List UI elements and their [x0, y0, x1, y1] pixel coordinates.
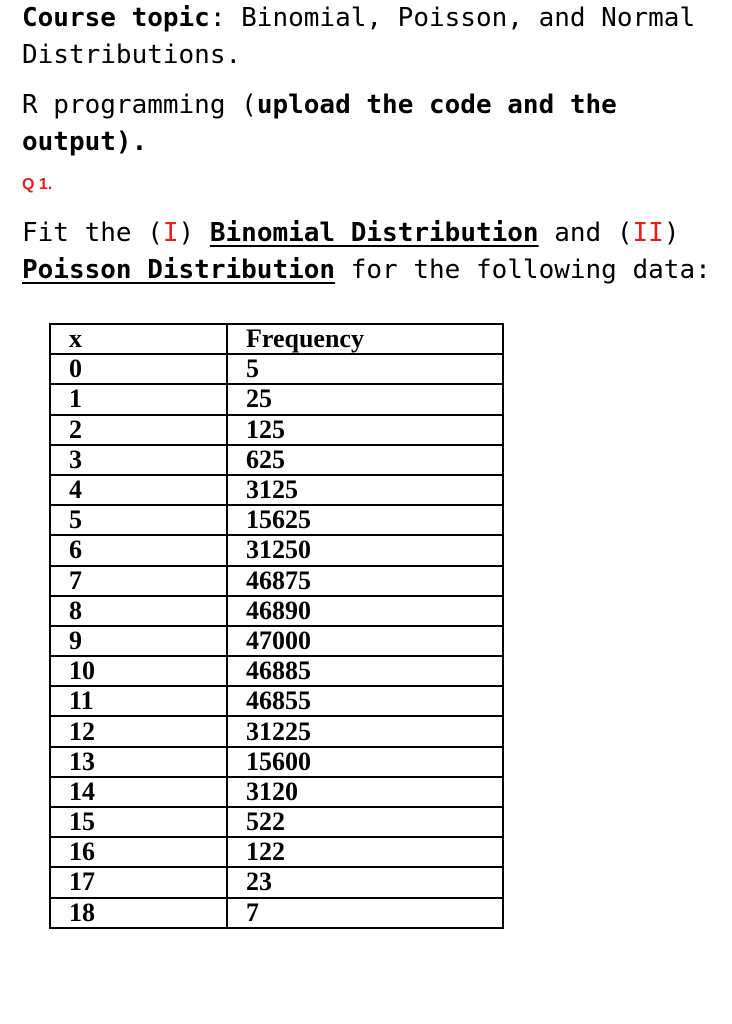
- table-row: [50, 445, 503, 475]
- cell-frequency: 7: [227, 898, 503, 928]
- table-row: [50, 777, 503, 807]
- cell-x: 17: [50, 867, 227, 897]
- question-line-2: [22, 252, 711, 289]
- r-programming-prefix: R programming (: [22, 90, 257, 120]
- question-and-text: and (: [538, 218, 633, 248]
- question-fit-text: Fit the (: [22, 218, 163, 248]
- table-row: [50, 837, 503, 867]
- table-header-row: [50, 324, 503, 354]
- cell-x: 0: [50, 354, 227, 384]
- question-rest-text: for the following data:: [335, 255, 711, 285]
- r-programming-instruction-2: output): [22, 127, 132, 157]
- cell-x: 3: [50, 445, 227, 475]
- cell-x: 2: [50, 415, 227, 445]
- cell-frequency: 46885: [227, 656, 503, 686]
- cell-x: 4: [50, 475, 227, 505]
- course-topic-label: Course topic: [22, 3, 210, 33]
- frequency-table-body: [50, 324, 503, 928]
- frequency-table: [49, 323, 504, 929]
- poisson-distribution-term: Poisson Distribution: [22, 255, 336, 285]
- table-row: [50, 596, 503, 626]
- course-topic-line-2: [22, 37, 241, 74]
- table-row: [50, 535, 503, 565]
- table-row: [50, 747, 503, 777]
- cell-frequency: 15600: [227, 747, 503, 777]
- cell-frequency: 46890: [227, 596, 503, 626]
- cell-frequency: 46855: [227, 686, 503, 716]
- table-row: [50, 898, 503, 928]
- course-topic-line-1: [22, 0, 695, 37]
- table-row: [50, 384, 503, 414]
- cell-x: 11: [50, 686, 227, 716]
- course-topic-text: : Binomial, Poisson, and Normal: [209, 3, 696, 33]
- cell-x: 1: [50, 384, 227, 414]
- binomial-distribution-term: Binomial Distribution: [209, 218, 539, 248]
- cell-frequency: 3120: [227, 777, 503, 807]
- question-roman-ii: II: [632, 218, 664, 248]
- cell-frequency: 31225: [227, 716, 503, 746]
- table-row: [50, 626, 503, 656]
- table-row: [50, 415, 503, 445]
- question-label: Q 1.: [22, 176, 53, 193]
- cell-x: 8: [50, 596, 227, 626]
- cell-x: 12: [50, 716, 227, 746]
- cell-x: 6: [50, 535, 227, 565]
- cell-frequency: 625: [227, 445, 503, 475]
- cell-frequency: 25: [227, 384, 503, 414]
- header-x: x: [50, 324, 227, 354]
- cell-x: 5: [50, 505, 227, 535]
- question-close-1: ): [178, 218, 210, 248]
- cell-x: 18: [50, 898, 227, 928]
- table-row: [50, 354, 503, 384]
- cell-x: 13: [50, 747, 227, 777]
- r-programming-suffix: .: [131, 127, 148, 157]
- table-row: [50, 807, 503, 837]
- cell-frequency: 23: [227, 867, 503, 897]
- table-row: [50, 475, 503, 505]
- cell-x: 9: [50, 626, 227, 656]
- cell-frequency: 46875: [227, 566, 503, 596]
- cell-x: 10: [50, 656, 227, 686]
- question-line-1: [22, 215, 679, 252]
- cell-x: 7: [50, 566, 227, 596]
- cell-frequency: 122: [227, 837, 503, 867]
- question-close-2: ): [663, 218, 680, 248]
- table-row: [50, 867, 503, 897]
- cell-frequency: 31250: [227, 535, 503, 565]
- cell-frequency: 3125: [227, 475, 503, 505]
- table-row: [50, 656, 503, 686]
- course-topic-text-2: Distributions.: [22, 40, 242, 70]
- question-roman-i: I: [162, 218, 179, 248]
- cell-frequency: 5: [227, 354, 503, 384]
- table-row: [50, 716, 503, 746]
- cell-x: 14: [50, 777, 227, 807]
- cell-frequency: 522: [227, 807, 503, 837]
- cell-x: 15: [50, 807, 227, 837]
- cell-frequency: 47000: [227, 626, 503, 656]
- cell-x: 16: [50, 837, 227, 867]
- table-row: [50, 686, 503, 716]
- cell-frequency: 15625: [227, 505, 503, 535]
- table-row: [50, 566, 503, 596]
- cell-frequency: 125: [227, 415, 503, 445]
- r-programming-instruction: upload the code and the: [256, 90, 617, 120]
- table-row: [50, 505, 503, 535]
- header-frequency: Frequency: [227, 324, 503, 354]
- r-programming-line-2: [22, 124, 147, 161]
- r-programming-line-1: [22, 87, 617, 124]
